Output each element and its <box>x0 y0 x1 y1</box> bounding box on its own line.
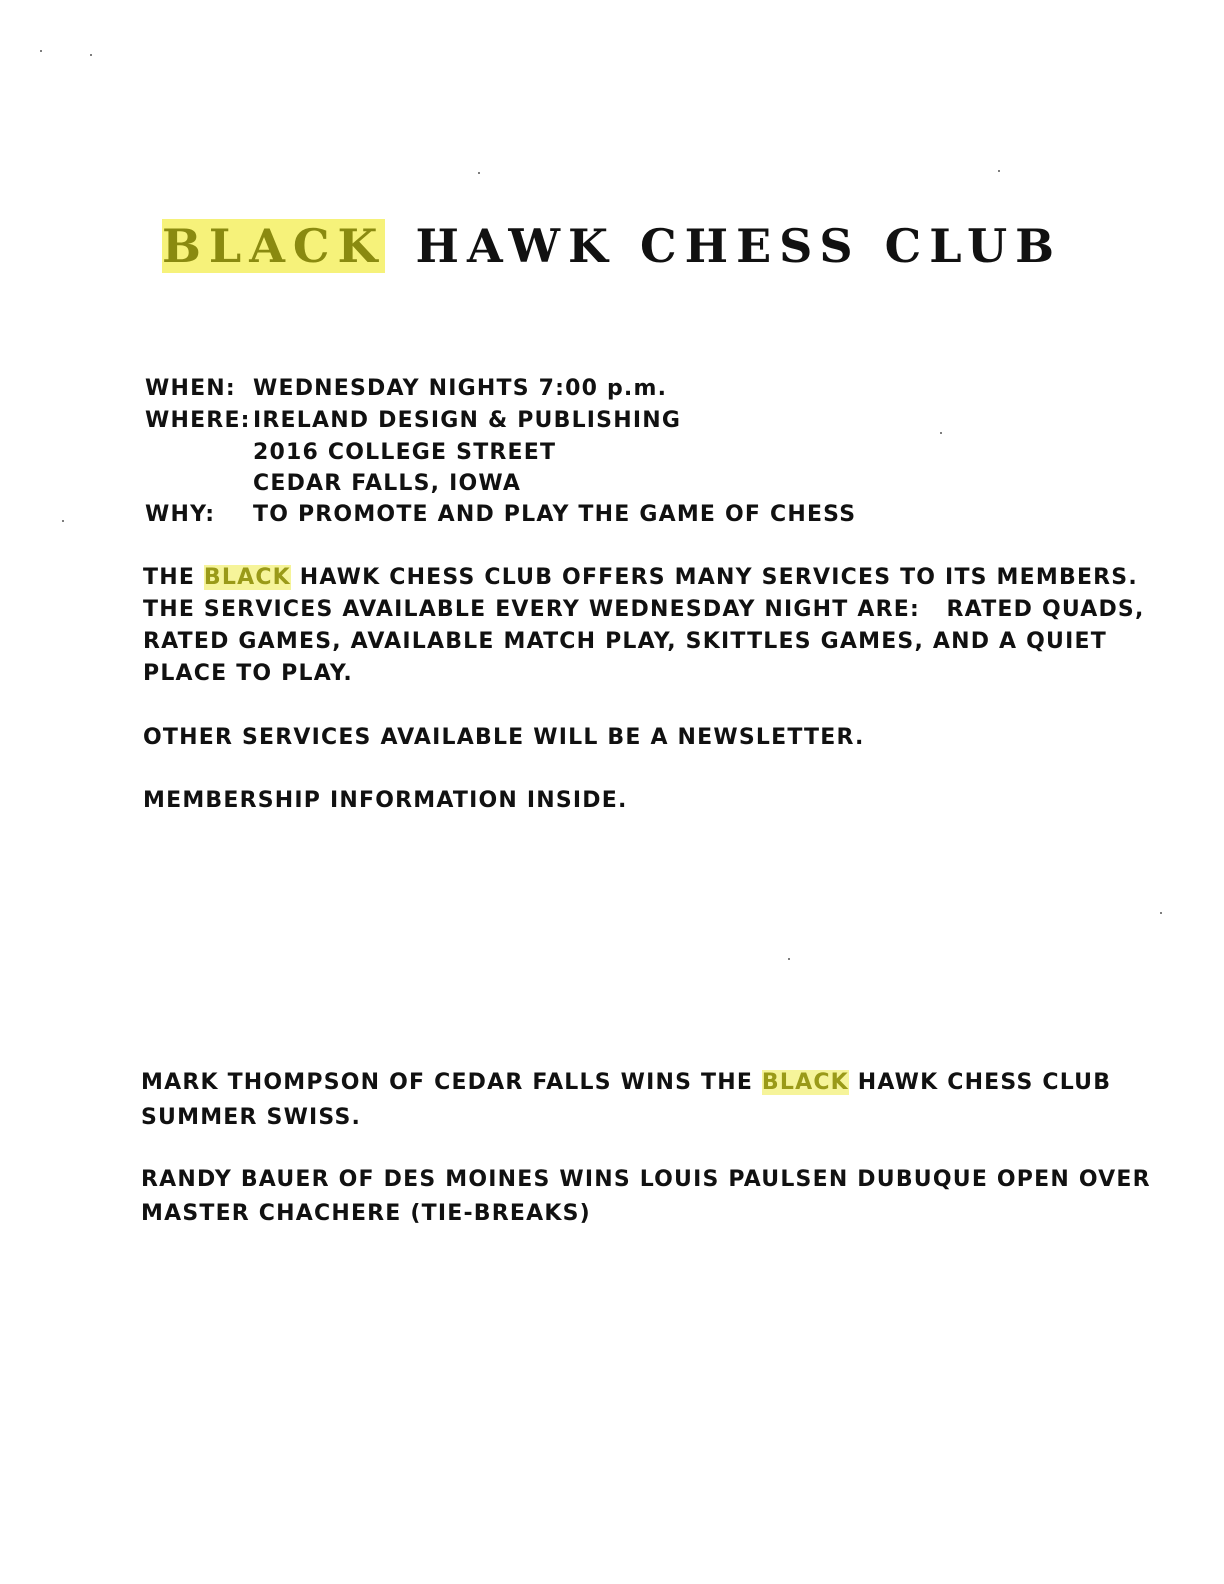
membership-text: MEMBERSHIP INFORMATION INSIDE. <box>143 788 628 813</box>
services-text: RATED GAMES, AVAILABLE MATCH PLAY, SKITTLES GAMES, AND A QUIET <box>143 629 1107 654</box>
news-item-2-line-2 <box>141 1199 591 1229</box>
black-highlight: BLACK <box>761 1070 849 1095</box>
where-line: 2016 COLLEGE STREET <box>253 440 557 465</box>
where-label: WHERE: <box>145 408 251 433</box>
page-title <box>0 218 1224 274</box>
news-text: SUMMER SWISS. <box>141 1105 362 1130</box>
news-text: RANDY BAUER OF DES MOINES WINS LOUIS PAULSEN DUBUQUE OPEN OVER <box>141 1167 1151 1192</box>
scan-speck <box>998 170 1000 172</box>
when-row <box>145 374 667 404</box>
news-text: MASTER CHACHERE (TIE-BREAKS) <box>141 1201 591 1226</box>
services-text: HAWK CHESS CLUB OFFERS MANY SERVICES TO ITS MEMBERS. <box>299 565 1138 590</box>
membership-note <box>143 786 628 816</box>
title-rest: HAWK CHESS CLUB <box>415 219 1063 273</box>
where-line: CEDAR FALLS, IOWA <box>253 471 522 496</box>
scan-speck <box>478 172 480 174</box>
services-text: PLACE TO PLAY. <box>143 661 353 686</box>
where-row-3 <box>253 469 521 499</box>
why-value: TO PROMOTE AND PLAY THE GAME OF CHESS <box>253 502 857 527</box>
services-line-3 <box>143 627 1107 657</box>
scan-speck <box>40 50 42 52</box>
why-row <box>145 500 856 530</box>
services-text: THE SERVICES AVAILABLE EVERY WEDNESDAY NIGHT ARE: RATED QUADS, <box>143 597 1145 622</box>
scan-speck <box>788 958 790 960</box>
other-services-text: OTHER SERVICES AVAILABLE WILL BE A NEWSLETTER. <box>143 725 865 750</box>
where-row-2 <box>253 438 556 468</box>
where-row <box>145 406 681 436</box>
news-item-2-line-1 <box>141 1165 1151 1195</box>
services-line-2 <box>143 595 1145 625</box>
services-text: THE <box>143 565 196 590</box>
services-line-1 <box>143 563 1138 593</box>
other-services <box>143 723 865 753</box>
news-item-1-line-1 <box>141 1068 1111 1098</box>
title-highlight: BLACK <box>161 219 386 273</box>
scan-speck <box>940 432 942 434</box>
when-value: WEDNESDAY NIGHTS 7:00 p.m. <box>253 376 668 401</box>
black-highlight: BLACK <box>203 565 291 590</box>
news-item-1-line-2 <box>141 1103 361 1133</box>
when-label: WHEN: <box>145 376 236 401</box>
where-line: IRELAND DESIGN & PUBLISHING <box>253 408 682 433</box>
scan-speck <box>1160 912 1162 914</box>
news-text: MARK THOMPSON OF CEDAR FALLS WINS THE <box>141 1070 754 1095</box>
services-line-4 <box>143 659 353 689</box>
scan-speck <box>90 54 92 56</box>
news-text: HAWK CHESS CLUB <box>857 1070 1112 1095</box>
scan-speck <box>62 520 64 522</box>
why-label: WHY: <box>145 502 216 527</box>
